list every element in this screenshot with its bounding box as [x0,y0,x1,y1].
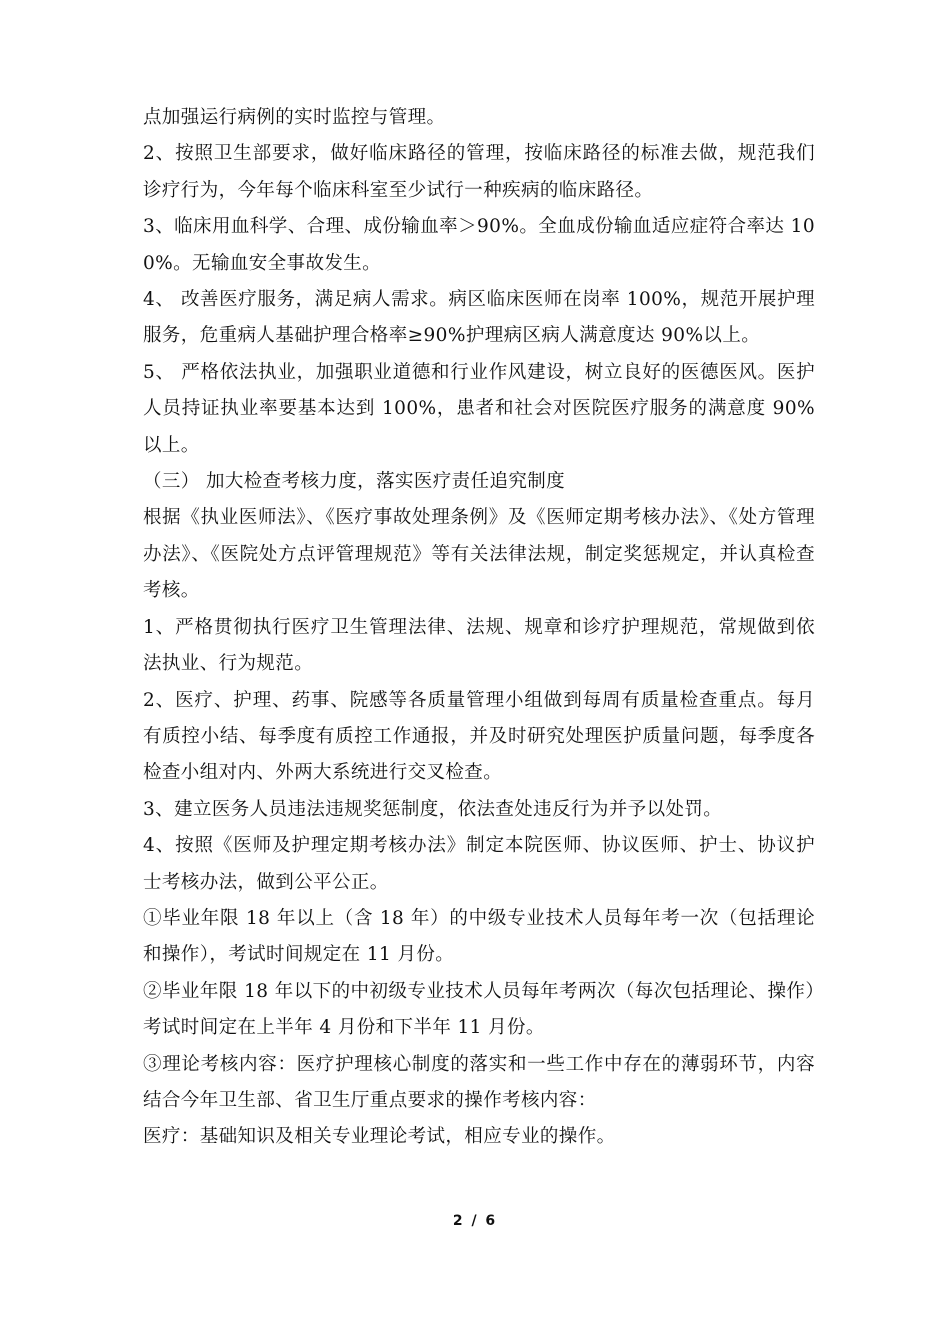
paragraph-item-4-medical-service: 4、 改善医疗服务，满足病人需求。病区临床医师在岗率 100%，规范开展护理服务，危重病人基础护理合格率≥90%护理病区病人满意度达 90%以上。 [143,289,815,347]
paragraph-item-4-assessment: 4、按照《医师及护理定期考核办法》制定本院医师、协议医师、护士、协议护士考核办法，做到公平公正。 [143,835,815,893]
section-heading-3: （三） 加大检查考核力度，落实医疗责任追究制度 [143,471,566,493]
paragraph-item-2-quality-groups: 2、医疗、护理、药事、院感等各质量管理小组做到每周有质量检查重点。每月有质控小结、每季度有质控工作通报，并及时研究处理医护质量问题，每季度各检查小组对内、外两大系统进行交叉检查。 [143,689,815,784]
document-body [143,100,815,1156]
paragraph-item-3-blood-use: 3、临床用血科学、合理、成份输血率＞90%。全血成份输血适应症符合率达 100%。无输血安全事故发生。 [143,216,815,274]
page-number: 2 / 6 [452,1213,498,1229]
paragraph-sub-3-exam-content: ③理论考核内容：医疗护理核心制度的落实和一些工作中存在的薄弱环节，内容结合今年卫生部、省卫生厅重点要求的操作考核内容： [143,1053,815,1111]
paragraph-item-5-lawful-practice: 5、 严格依法执业，加强职业道德和行业作风建设，树立良好的医德医风。医护人员持证执业率要基本达到 100%，患者和社会对医院医疗服务的满意度 90%以上。 [143,361,815,456]
paragraph-continued-monitoring: 点加强运行病例的实时监控与管理。 [143,107,446,128]
paragraph-sub-2-junior-exam: ②毕业年限 18 年以下的中初级专业技术人员每年考两次（每次包括理论、操作）考试时间定在上半年 4 月份和下半年 11 月份。 [143,980,815,1039]
paragraph-sub-1-senior-exam: ①毕业年限 18 年以上（含 18 年）的中级专业技术人员每年考一次（包括理论和操作），考试时间规定在 11 月份。 [143,907,815,966]
paragraph-medical-exam: 医疗：基础知识及相关专业理论考试，相应专业的操作。 [143,1126,616,1148]
paragraph-legal-basis: 根据《执业医师法》、《医疗事故处理条例》及《医师定期考核办法》、《处方管理办法》、《医院处方点评管理规范》等有关法律法规，制定奖惩规定，并认真检查考核。 [143,507,815,602]
paragraph-item-1-regulations: 1、严格贯彻执行医疗卫生管理法律、法规、规章和诊疗护理规范，常规做到依法执业、行为规范。 [143,616,815,675]
paragraph-item-2-clinical-pathway: 2、按照卫生部要求，做好临床路径的管理，按临床路径的标准去做，规范我们诊疗行为，今年每个临床科室至少试行一种疾病的临床路径。 [143,143,815,201]
paragraph-item-3-rewards-penalties: 3、建立医务人员违法违规奖惩制度，依法查处违反行为并予以处罚。 [143,798,723,820]
